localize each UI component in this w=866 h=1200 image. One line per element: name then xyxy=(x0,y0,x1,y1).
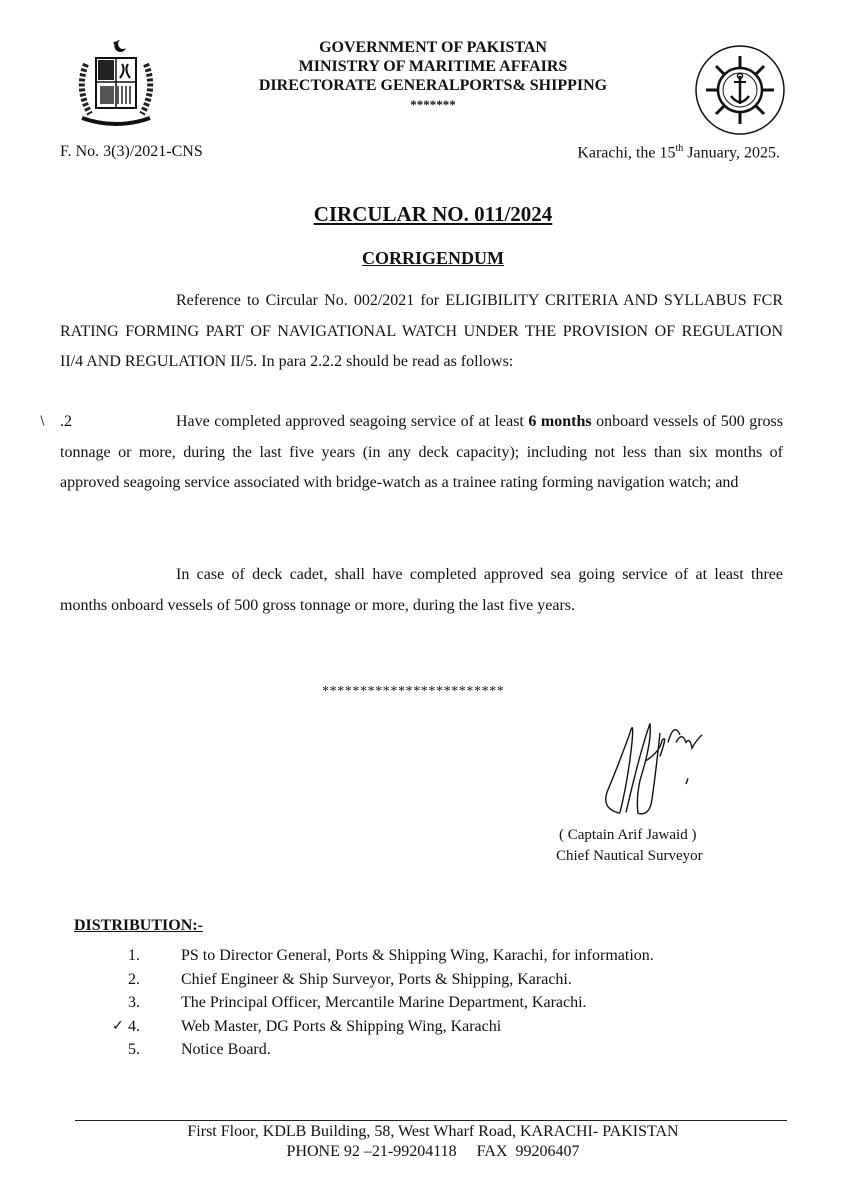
clause-text-post: onboard vessels of 500 gross tonnage or more, during the last five years (in any deck capacity); including not less than six months of approved seagoing service associated with bridge-watch as a trainee rating forming navigation watch; and xyxy=(60,413,784,491)
item-text: The Principal Officer, Mercantile Marine Department, Karachi. xyxy=(181,994,587,1011)
signatory-name: ( Captain Arif Jawaid ) xyxy=(559,827,697,843)
header-stars: ******* xyxy=(410,97,456,112)
date-prefix: Karachi, the 15 xyxy=(577,144,676,162)
reference-paragraph xyxy=(60,286,783,378)
checkmark-icon: ✓ xyxy=(112,1018,124,1034)
header-ministry: MINISTRY OF MARITIME AFFAIRS xyxy=(298,58,568,75)
cadet-paragraph xyxy=(60,560,783,621)
item-number: 3. xyxy=(128,994,140,1011)
distribution-list xyxy=(112,944,654,1062)
ships-wheel-seal-icon xyxy=(694,44,786,136)
separator-stars: ************************ xyxy=(322,684,505,699)
distribution-item xyxy=(128,944,654,968)
item-number: 1. xyxy=(128,947,140,964)
distribution-heading: DISTRIBUTION:- xyxy=(74,917,203,934)
date-suffix: January, 2025. xyxy=(683,144,780,162)
distribution-item xyxy=(112,1015,654,1039)
distribution-item xyxy=(128,991,654,1015)
date-ordinal: th xyxy=(675,143,684,154)
header-directorate: DIRECTORATE GENERALPORTS& SHIPPING xyxy=(258,77,608,94)
item-number-text: 4. xyxy=(128,1017,140,1035)
footer-contact: PHONE 92 –21-99204118 FAX 99206407 xyxy=(286,1143,580,1160)
clause-duration: 6 months xyxy=(528,413,592,430)
clause-text-pre: Have completed approved seagoing service of at least xyxy=(176,413,529,430)
file-number: F. No. 3(3)/2021-CNS xyxy=(60,143,203,160)
amended-clause xyxy=(60,407,783,499)
handwritten-signature xyxy=(590,714,720,820)
header-government: GOVERNMENT OF PAKISTAN xyxy=(319,39,547,56)
cadet-text: In case of deck cadet, shall have completed approved sea going service of at least three months onboard vessels of 500 gross tonnage or more, during the last five years. xyxy=(60,566,783,614)
clause-number: .2 xyxy=(60,413,72,430)
item-number xyxy=(112,1015,181,1039)
item-text: PS to Director General, Ports & Shipping Wing, Karachi, for information. xyxy=(181,947,654,964)
circular-subtitle: CORRIGENDUM xyxy=(362,248,504,268)
item-text: Chief Engineer & Ship Surveyor, Ports & Shipping, Karachi. xyxy=(181,970,572,988)
item-number: 5. xyxy=(128,1041,140,1058)
item-number: 2. xyxy=(128,970,140,988)
reference-text: Reference to Circular No. 002/2021 for ELIGIBILITY CRITERIA AND SYLLABUS FCR RATING FORMING PART OF NAVIGATIONAL WATCH UNDER THE PROVISION OF REGULATION II/4 AND REGULATION II/5. In para 2.2.2 should be read as follows: xyxy=(60,292,783,370)
footer-address: First Floor, KDLB Building, 58, West Wharf Road, KARACHI- PAKISTAN xyxy=(187,1123,679,1140)
item-text: Web Master, DG Ports & Shipping Wing, Karachi xyxy=(181,1017,502,1035)
distribution-item xyxy=(128,968,654,992)
signatory-block xyxy=(556,825,703,867)
issue-date xyxy=(577,143,780,162)
distribution-item xyxy=(128,1038,654,1062)
margin-tick-mark: ∖ xyxy=(38,414,46,428)
signatory-designation: Chief Nautical Surveyor xyxy=(556,848,703,864)
item-text: Notice Board. xyxy=(181,1041,271,1058)
circular-title: CIRCULAR NO. 011/2024 xyxy=(313,202,553,226)
